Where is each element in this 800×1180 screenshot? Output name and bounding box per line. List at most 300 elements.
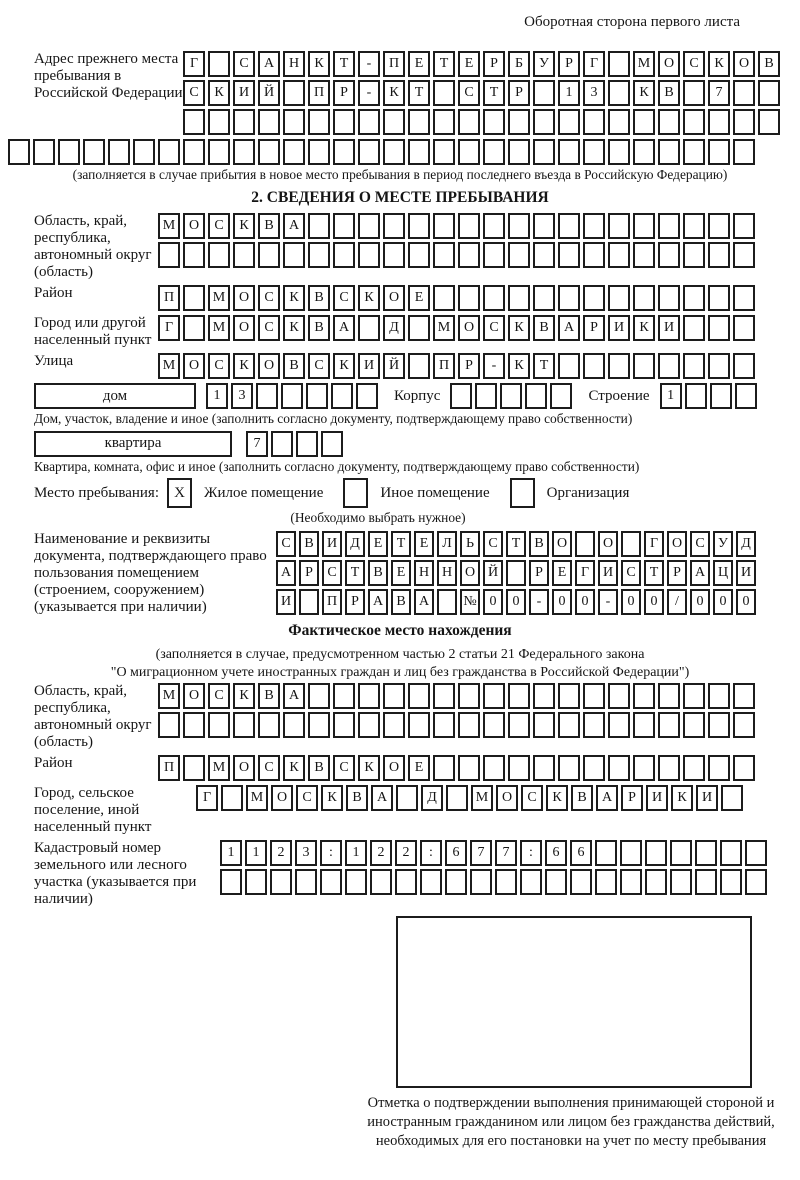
char-cell: 0: [644, 589, 664, 615]
cadastral-boxrow-2[interactable]: [220, 869, 767, 895]
char-cell: А: [368, 589, 388, 615]
char-cell: Е: [458, 51, 480, 77]
char-cell: М: [246, 785, 268, 811]
char-cell: [495, 869, 517, 895]
char-cell: [208, 109, 230, 135]
char-cell: [83, 139, 105, 165]
char-cell: [358, 109, 380, 135]
char-cell: [445, 869, 467, 895]
char-cell: С: [521, 785, 543, 811]
char-cell: :: [420, 840, 442, 866]
char-cell: -: [358, 51, 380, 77]
char-cell: О: [658, 51, 680, 77]
char-cell: С: [483, 531, 503, 557]
checkbox-inoe-pomeshchenie[interactable]: [343, 478, 368, 508]
char-cell: [633, 712, 655, 738]
char-cell: [583, 285, 605, 311]
checkbox-zhiloe-pomeshchenie[interactable]: X: [167, 478, 192, 508]
char-cell: И: [233, 80, 255, 106]
char-cell: Ь: [460, 531, 480, 557]
char-cell: А: [558, 315, 580, 341]
char-cell: [733, 213, 755, 239]
apartment-widebox-label: квартира: [34, 431, 232, 457]
char-cell: [658, 683, 680, 709]
char-cell: [508, 213, 530, 239]
char-cell: Й: [258, 80, 280, 106]
char-cell: [620, 840, 642, 866]
char-cell: [633, 353, 655, 379]
char-cell: [575, 531, 595, 557]
char-cell: [708, 139, 730, 165]
char-cell: Г: [196, 785, 218, 811]
char-cell: М: [433, 315, 455, 341]
char-cell: [433, 683, 455, 709]
char-cell: [308, 683, 330, 709]
char-cell: [483, 683, 505, 709]
actual-region-boxrow-2[interactable]: [158, 712, 755, 738]
char-cell: [558, 755, 580, 781]
char-cell: Р: [345, 589, 365, 615]
char-cell: [358, 242, 380, 268]
char-cell: [733, 712, 755, 738]
char-cell: П: [322, 589, 342, 615]
char-cell: [458, 712, 480, 738]
char-cell: [758, 80, 780, 106]
char-cell: К: [233, 683, 255, 709]
actual-city-label: Город, сельское поселение, иной населенный пункт: [34, 784, 152, 835]
char-cell: [308, 109, 330, 135]
apartment-boxrow[interactable]: [246, 431, 343, 457]
char-cell: Г: [644, 531, 664, 557]
char-cell: [158, 139, 180, 165]
char-cell: О: [460, 560, 480, 586]
char-cell: Г: [158, 315, 180, 341]
prev-address-boxrow-3[interactable]: [183, 109, 780, 135]
char-cell: 0: [506, 589, 526, 615]
char-cell: В: [308, 315, 330, 341]
char-cell: [658, 109, 680, 135]
char-cell: В: [368, 560, 388, 586]
char-cell: [525, 383, 547, 409]
char-cell: [645, 869, 667, 895]
char-cell: 7: [495, 840, 517, 866]
char-cell: Р: [558, 51, 580, 77]
char-cell: :: [520, 840, 542, 866]
char-cell: [583, 353, 605, 379]
char-cell: 1: [206, 383, 228, 409]
actual-region-boxrow-1[interactable]: [158, 683, 755, 709]
char-cell: [670, 869, 692, 895]
char-cell: 7: [470, 840, 492, 866]
char-cell: [683, 213, 705, 239]
stay-type-label: Место пребывания:: [34, 484, 159, 501]
actual-location-note-2: "О миграционном учете иностранных граждан и лиц без гражданства в Российской Федерации"): [110, 664, 690, 680]
char-cell: Т: [333, 51, 355, 77]
char-cell: [658, 285, 680, 311]
char-cell: К: [233, 213, 255, 239]
char-cell: -: [358, 80, 380, 106]
char-cell: [458, 683, 480, 709]
char-cell: [258, 109, 280, 135]
char-cell: М: [633, 51, 655, 77]
char-cell: М: [158, 213, 180, 239]
char-cell: А: [283, 213, 305, 239]
char-cell: [708, 755, 730, 781]
char-cell: М: [208, 755, 230, 781]
char-cell: [256, 383, 278, 409]
char-cell: [450, 383, 472, 409]
char-cell: [183, 712, 205, 738]
char-cell: 3: [583, 80, 605, 106]
char-cell: [520, 869, 542, 895]
char-cell: О: [183, 213, 205, 239]
char-cell: [8, 139, 30, 165]
char-cell: И: [358, 353, 380, 379]
char-cell: [633, 285, 655, 311]
char-cell: [483, 139, 505, 165]
registration-mark-stamp-area: [396, 916, 752, 1088]
char-cell: [533, 242, 555, 268]
char-cell: [758, 109, 780, 135]
char-cell: Т: [345, 560, 365, 586]
char-cell: К: [208, 80, 230, 106]
char-cell: [733, 109, 755, 135]
option-label-organizatsiya: Организация: [546, 484, 630, 501]
char-cell: 1: [245, 840, 267, 866]
char-cell: [258, 139, 280, 165]
char-cell: [708, 315, 730, 341]
char-cell: [283, 242, 305, 268]
char-cell: [208, 139, 230, 165]
char-cell: Ц: [713, 560, 733, 586]
char-cell: [583, 755, 605, 781]
char-cell: К: [358, 285, 380, 311]
char-cell: [475, 383, 497, 409]
char-cell: [506, 560, 526, 586]
char-cell: [733, 285, 755, 311]
prev-address-boxrow-2[interactable]: [183, 80, 780, 106]
city-boxrow[interactable]: [158, 315, 755, 341]
char-cell: А: [371, 785, 393, 811]
house-caption: Дом, участок, владение и иное (заполнить согласно документу, подтверждающему право собственности): [34, 411, 633, 427]
char-cell: [233, 712, 255, 738]
char-cell: [670, 840, 692, 866]
char-cell: [383, 109, 405, 135]
char-cell: К: [283, 755, 305, 781]
char-cell: [383, 683, 405, 709]
char-cell: [208, 712, 230, 738]
char-cell: С: [683, 51, 705, 77]
char-cell: 0: [690, 589, 710, 615]
char-cell: [358, 213, 380, 239]
char-cell: К: [358, 755, 380, 781]
char-cell: И: [646, 785, 668, 811]
char-cell: [633, 683, 655, 709]
char-cell: -: [598, 589, 618, 615]
char-cell: [183, 755, 205, 781]
char-cell: М: [208, 315, 230, 341]
cadastral-boxrow-1[interactable]: [220, 840, 767, 866]
char-cell: [720, 869, 742, 895]
char-cell: [533, 712, 555, 738]
char-cell: И: [658, 315, 680, 341]
char-cell: С: [333, 755, 355, 781]
char-cell: [695, 869, 717, 895]
prev-address-label: Адрес прежнего места пребывания в Российской Федерации: [34, 51, 183, 102]
char-cell: У: [713, 531, 733, 557]
char-cell: [620, 869, 642, 895]
char-cell: [308, 139, 330, 165]
char-cell: [583, 213, 605, 239]
char-cell: [683, 80, 705, 106]
char-cell: [331, 383, 353, 409]
stay-type-note: (Необходимо выбрать нужное): [290, 510, 466, 526]
char-cell: С: [233, 51, 255, 77]
char-cell: [583, 139, 605, 165]
document-label: Наименование и реквизиты документа, подтверждающего право пользования помещением (строением, сооружением) (указывается при наличии): [34, 530, 267, 615]
char-cell: И: [608, 315, 630, 341]
actual-city-block: [8, 785, 792, 836]
char-cell: Р: [508, 80, 530, 106]
char-cell: [658, 242, 680, 268]
char-cell: [733, 683, 755, 709]
char-cell: [383, 213, 405, 239]
char-cell: [683, 353, 705, 379]
char-cell: К: [671, 785, 693, 811]
char-cell: [745, 840, 767, 866]
char-cell: [608, 683, 630, 709]
char-cell: В: [258, 213, 280, 239]
char-cell: Т: [483, 80, 505, 106]
char-cell: [396, 785, 418, 811]
char-cell: [183, 285, 205, 311]
korpus-boxrow[interactable]: [450, 383, 572, 409]
char-cell: [358, 683, 380, 709]
document-block: [8, 531, 792, 616]
char-cell: [710, 383, 732, 409]
char-cell: [533, 139, 555, 165]
actual-city-boxrow[interactable]: [196, 785, 743, 811]
char-cell: [320, 869, 342, 895]
house-number-boxrow[interactable]: [206, 383, 378, 409]
char-cell: [283, 139, 305, 165]
actual-district-boxrow[interactable]: [158, 755, 755, 781]
char-cell: [720, 840, 742, 866]
char-cell: [583, 683, 605, 709]
char-cell: С: [483, 315, 505, 341]
char-cell: Е: [408, 285, 430, 311]
char-cell: Д: [383, 315, 405, 341]
char-cell: П: [308, 80, 330, 106]
option-label-inoe-pomeshchenie: Иное помещение: [380, 484, 490, 501]
char-cell: [533, 213, 555, 239]
char-cell: [433, 80, 455, 106]
char-cell: М: [158, 353, 180, 379]
document-boxrow-3[interactable]: [276, 589, 756, 615]
char-cell: О: [271, 785, 293, 811]
char-cell: С: [333, 285, 355, 311]
char-cell: Н: [414, 560, 434, 586]
char-cell: [558, 109, 580, 135]
char-cell: [408, 712, 430, 738]
char-cell: [608, 51, 630, 77]
char-cell: [570, 869, 592, 895]
char-cell: [183, 139, 205, 165]
char-cell: 3: [231, 383, 253, 409]
city-label: Город или другой населенный пункт: [34, 315, 152, 349]
char-cell: [483, 242, 505, 268]
char-cell: Е: [391, 560, 411, 586]
char-cell: И: [598, 560, 618, 586]
char-cell: [558, 242, 580, 268]
char-cell: [633, 109, 655, 135]
char-cell: В: [346, 785, 368, 811]
char-cell: [220, 869, 242, 895]
prev-address-boxrow-1[interactable]: [183, 51, 780, 77]
char-cell: С: [258, 755, 280, 781]
char-cell: [333, 242, 355, 268]
char-cell: [333, 712, 355, 738]
char-cell: [383, 712, 405, 738]
char-cell: К: [633, 80, 655, 106]
char-cell: К: [333, 353, 355, 379]
char-cell: К: [283, 315, 305, 341]
actual-location-title: Фактическое место нахождения: [288, 621, 512, 639]
registration-mark-caption: Отметка о подтверждении выполнения принимающей стороной и иностранным гражданином или лицом без гражданства действий, необходимых для его постановки на учет по месту пребывания: [367, 1094, 775, 1149]
char-cell: [558, 213, 580, 239]
city-block: [8, 315, 792, 349]
char-cell: И: [696, 785, 718, 811]
char-cell: В: [758, 51, 780, 77]
char-cell: [358, 712, 380, 738]
char-cell: [158, 242, 180, 268]
char-cell: [433, 139, 455, 165]
char-cell: В: [391, 589, 411, 615]
char-cell: [433, 755, 455, 781]
char-cell: [283, 712, 305, 738]
char-cell: Б: [508, 51, 530, 77]
char-cell: [508, 139, 530, 165]
char-cell: [233, 139, 255, 165]
document-boxrow-2[interactable]: [276, 560, 756, 586]
char-cell: К: [308, 51, 330, 77]
actual-region-block: [8, 683, 792, 751]
char-cell: [33, 139, 55, 165]
char-cell: [299, 589, 319, 615]
char-cell: А: [258, 51, 280, 77]
char-cell: [508, 755, 530, 781]
street-boxrow[interactable]: [158, 353, 755, 379]
char-cell: [245, 869, 267, 895]
char-cell: В: [308, 755, 330, 781]
char-cell: 1: [558, 80, 580, 106]
char-cell: 0: [736, 589, 756, 615]
char-cell: О: [667, 531, 687, 557]
district-boxrow[interactable]: [158, 285, 755, 311]
stroenie-boxrow[interactable]: [660, 383, 757, 409]
char-cell: С: [258, 285, 280, 311]
page-side-note: Оборотная сторона первого листа: [524, 14, 740, 30]
char-cell: А: [333, 315, 355, 341]
char-cell: [621, 531, 641, 557]
char-cell: [533, 285, 555, 311]
char-cell: [633, 242, 655, 268]
char-cell: Г: [583, 51, 605, 77]
char-cell: [533, 80, 555, 106]
char-cell: [721, 785, 743, 811]
prev-address-boxrow-4[interactable]: [8, 139, 792, 165]
actual-location-note-1: (заполняется в случае, предусмотренном частью 2 статьи 21 Федерального закона: [155, 646, 645, 662]
region-boxrow-2[interactable]: [158, 242, 755, 268]
char-cell: [345, 869, 367, 895]
char-cell: О: [458, 315, 480, 341]
char-cell: №: [460, 589, 480, 615]
char-cell: :: [320, 840, 342, 866]
char-cell: М: [471, 785, 493, 811]
char-cell: [395, 869, 417, 895]
char-cell: 1: [345, 840, 367, 866]
char-cell: У: [533, 51, 555, 77]
char-cell: [595, 869, 617, 895]
char-cell: [608, 285, 630, 311]
char-cell: [508, 712, 530, 738]
char-cell: А: [283, 683, 305, 709]
char-cell: О: [233, 285, 255, 311]
char-cell: Д: [736, 531, 756, 557]
char-cell: К: [508, 315, 530, 341]
region-boxrow-1[interactable]: [158, 213, 755, 239]
korpus-label: Корпус: [394, 387, 441, 404]
char-cell: [583, 242, 605, 268]
char-cell: [595, 840, 617, 866]
char-cell: [58, 139, 80, 165]
char-cell: [708, 213, 730, 239]
char-cell: [608, 755, 630, 781]
char-cell: И: [322, 531, 342, 557]
char-cell: С: [208, 353, 230, 379]
prev-address-note: (заполняется в случае прибытия в новое место пребывания в период последнего въезда в Российскую Федерацию): [72, 167, 728, 183]
char-cell: [533, 109, 555, 135]
char-cell: Е: [408, 755, 430, 781]
char-cell: О: [383, 285, 405, 311]
char-cell: Е: [368, 531, 388, 557]
char-cell: О: [496, 785, 518, 811]
char-cell: О: [258, 353, 280, 379]
char-cell: 6: [570, 840, 592, 866]
char-cell: В: [529, 531, 549, 557]
document-boxrow-1[interactable]: [276, 531, 756, 557]
char-cell: [508, 683, 530, 709]
char-cell: С: [276, 531, 296, 557]
char-cell: О: [183, 353, 205, 379]
char-cell: [533, 683, 555, 709]
street-block: [8, 353, 792, 379]
char-cell: [550, 383, 572, 409]
char-cell: [658, 213, 680, 239]
char-cell: [633, 213, 655, 239]
char-cell: [608, 139, 630, 165]
char-cell: 1: [660, 383, 682, 409]
char-cell: [683, 755, 705, 781]
char-cell: Й: [383, 353, 405, 379]
char-cell: [683, 285, 705, 311]
char-cell: [708, 285, 730, 311]
char-cell: О: [383, 755, 405, 781]
char-cell: 0: [483, 589, 503, 615]
checkbox-organizatsiya[interactable]: [510, 478, 535, 508]
char-cell: Р: [333, 80, 355, 106]
actual-district-block: [8, 755, 792, 781]
